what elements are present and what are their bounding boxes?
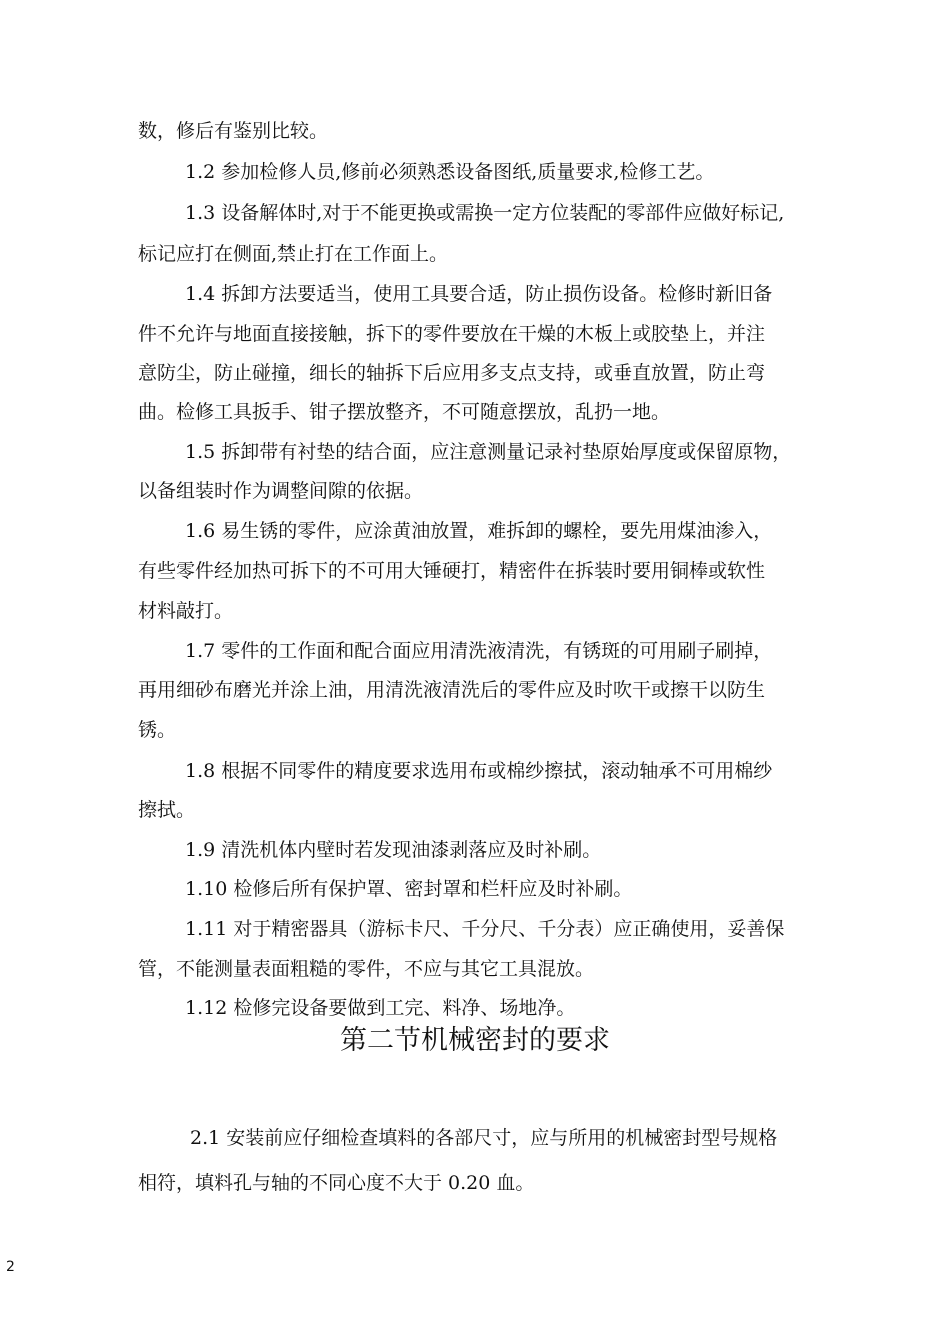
body-line-21: 1.11 对于精密器具（游标卡尺、千分尺、千分表）应正确使用，妥善保 <box>185 918 785 940</box>
body-line-9: 1.5 拆卸带有衬垫的结合面，应注意测量记录衬垫原始厚度或保留原物， <box>185 441 792 463</box>
body-line-3: 1.3 设备解体时,对于不能更换或需换一定方位装配的零部件应做好标记, <box>185 202 785 224</box>
body-line-14: 1.7 零件的工作面和配合面应用清洗液清洗，有锈斑的可用刷子刷掉， <box>185 640 773 662</box>
section-heading: 第二节机械密封的要求 <box>340 1025 610 1056</box>
body-line-20: 1.10 检修后所有保护罩、密封罩和栏杆应及时补刷。 <box>185 878 633 900</box>
body-line-23: 1.12 检修完设备要做到工完、料净、场地净。 <box>185 997 576 1019</box>
body-line-10: 以备组装时作为调整间隙的依据。 <box>138 480 424 502</box>
body-line-15: 再用细砂布磨光并涂上油，用清洗液清洗后的零件应及时吹干或擦干以防生 <box>138 679 766 701</box>
body-line-19: 1.9 清洗机体内壁时若发现油漆剥落应及时补刷。 <box>185 839 602 861</box>
body-line-2: 1.2 参加检修人员,修前必须熟悉设备图纸,质量要求,检修工艺。 <box>185 161 715 183</box>
body-line-11: 1.6 易生锈的零件，应涂黄油放置，难拆卸的螺栓，要先用煤油渗入， <box>185 520 773 542</box>
body-line-16: 锈。 <box>138 719 177 741</box>
body-line-5: 1.4 拆卸方法要适当，使用工具要合适，防止损伤设备。检修时新旧备 <box>185 283 773 305</box>
body-line-18: 擦拭。 <box>138 799 196 821</box>
body-line-17: 1.8 根据不同零件的精度要求选用布或棉纱擦拭，滚动轴承不可用棉纱 <box>185 760 773 782</box>
body-line-1: 数，修后有鉴别比较。 <box>138 120 329 142</box>
body-line-6: 件不允许与地面直接接触，拆下的零件要放在干燥的木板上或胶垫上，并注 <box>138 323 766 345</box>
page-number: 2 <box>6 1259 15 1275</box>
body-line-7: 意防尘，防止碰撞，细长的轴拆下后应用多支点支持，或垂直放置，防止弯 <box>138 362 766 384</box>
body-line-13: 材料敲打。 <box>138 600 234 622</box>
body-line-12: 有些零件经加热可拆下的不可用大锤硬打，精密件在拆装时要用铜棒或软性 <box>138 560 766 582</box>
body-line-4: 标记应打在侧面,禁止打在工作面上。 <box>138 243 449 265</box>
section-line-1: 2.1 安装前应仔细检查填料的各部尺寸，应与所用的机械密封型号规格 <box>190 1127 778 1149</box>
section-line-2: 相符，填料孔与轴的不同心度不大于 0.20 血。 <box>138 1172 535 1194</box>
body-line-8: 曲。检修工具扳手、钳子摆放整齐，不可随意摆放，乱扔一地。 <box>138 401 671 423</box>
body-line-22: 管，不能测量表面粗糙的零件，不应与其它工具混放。 <box>138 958 595 980</box>
